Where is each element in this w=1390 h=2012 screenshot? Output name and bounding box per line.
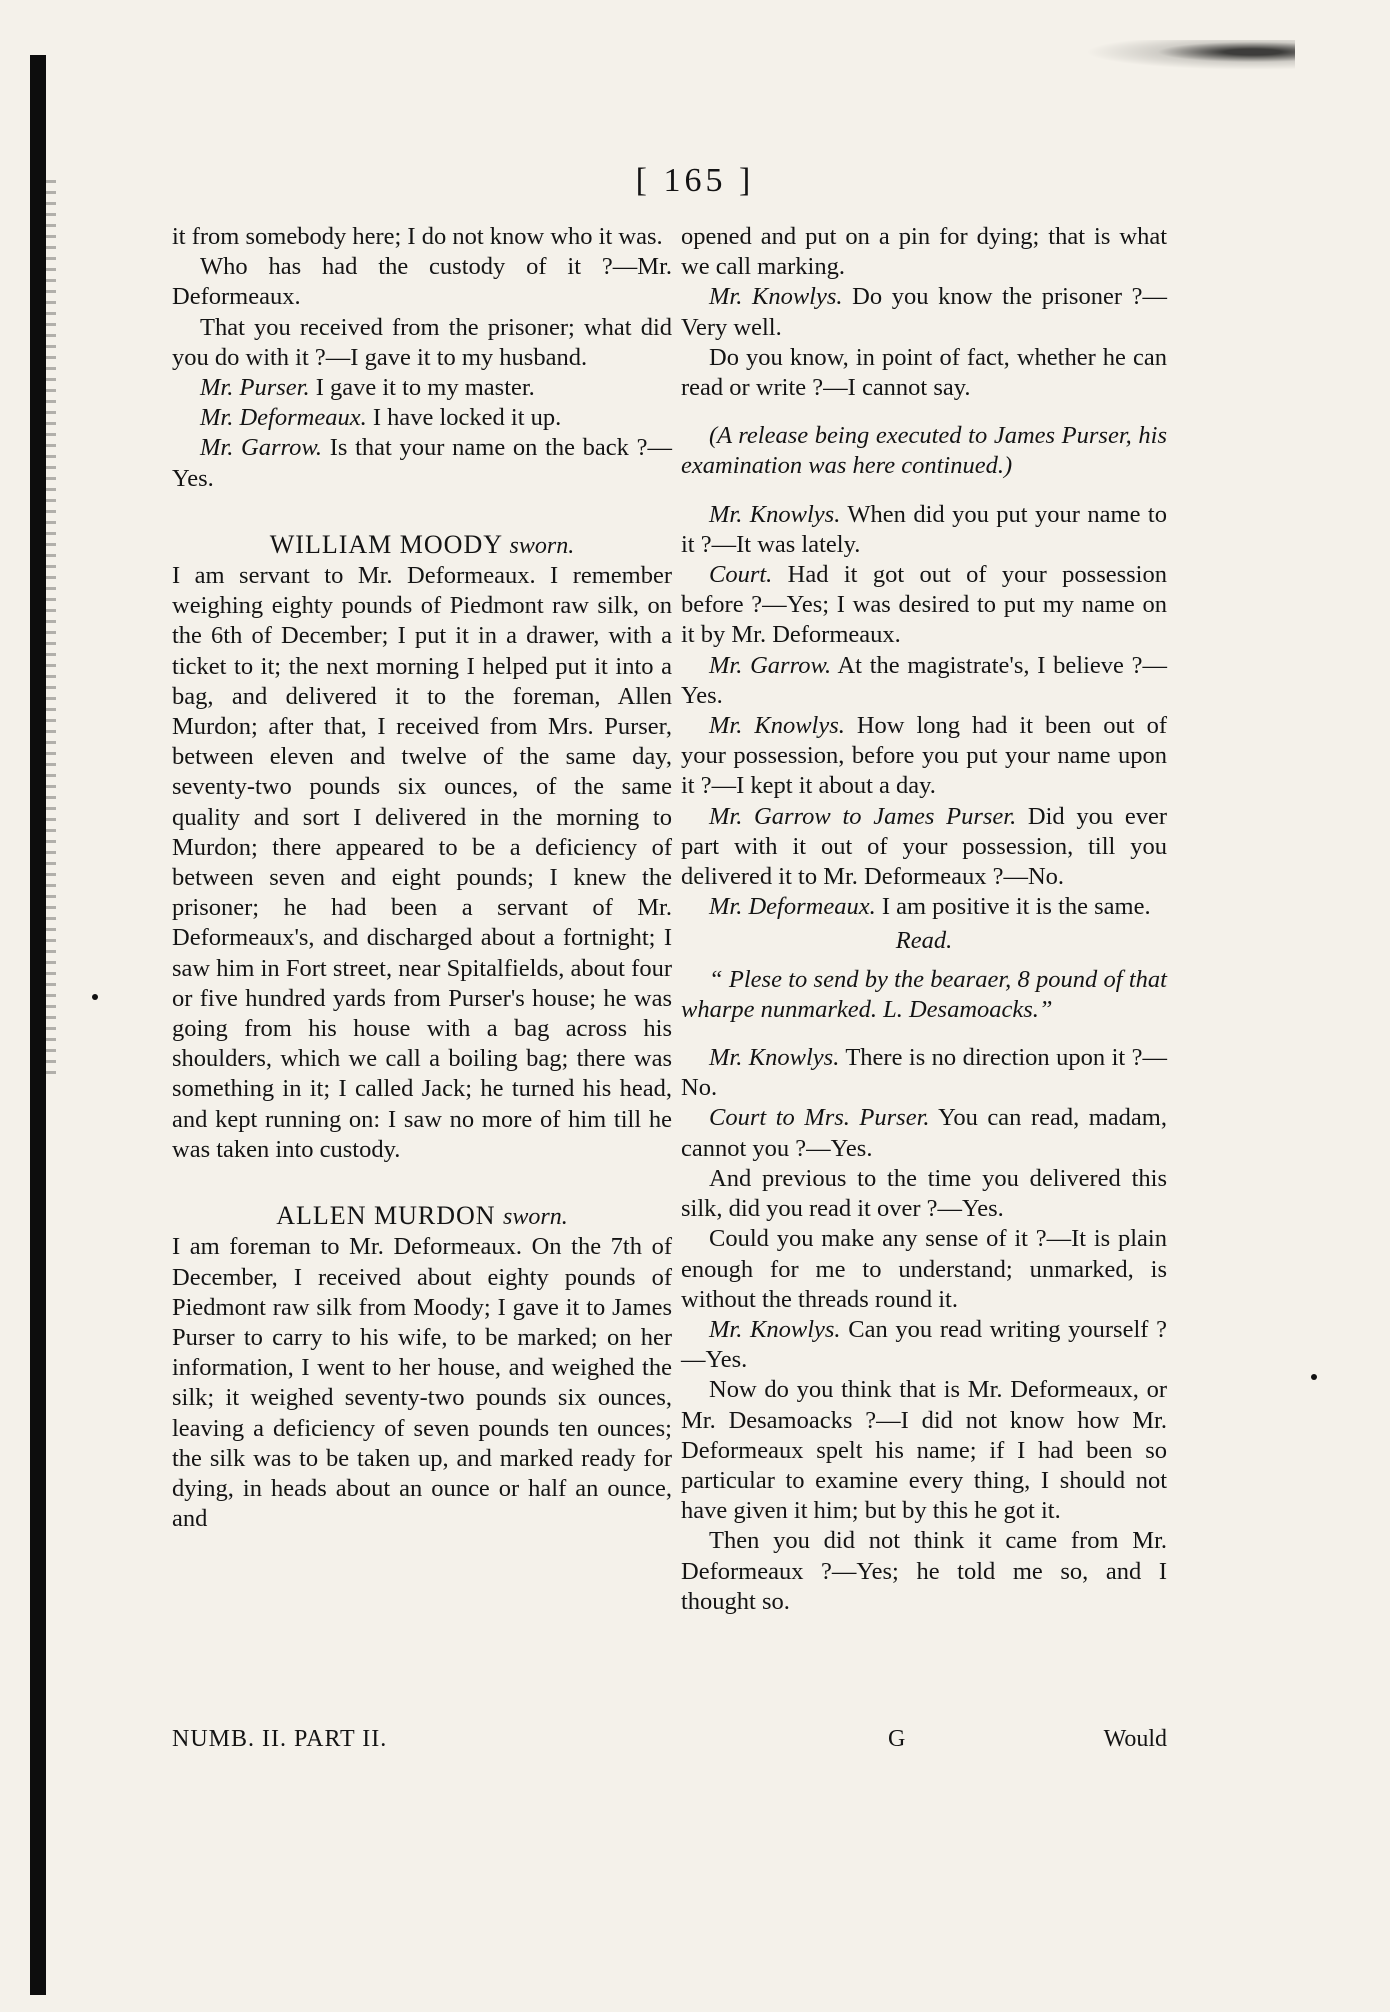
read-label: Read. [895, 927, 953, 955]
testimony-line [172, 403, 672, 433]
page-number: [ 165 ] [635, 162, 755, 199]
testimony-text: Do you know the prisoner ?—Very well. [681, 283, 1167, 341]
paragraph-continued: I am servant to Mr. Deformeaux. I remember weighing eighty pounds of Piedmont raw silk, on the 6th of December; I put it in a drawer, with a ticket to it; the next morning I helped put it into a bag, and delivered it to the foreman, Allen Murdon; after that, I received from Mrs. Purser, between eleven and twelve of the same day, seventy-two pounds six ounces, of the same quality and sort I delivered in the morning to Murdon; there appeared to be a deficiency of between seven and eight pounds; I knew the prisoner; he had been a servant of Mr. Deformeaux's, and discharged about a fortnight; I saw him in Fort street, near Spitalfields, about four or five hundred yards from Purser's house; he was going from his house with a bag across his shoulders, which we call a boiling bag; there was something in it; I called Jack; he turned his head, and kept running on: I saw no more of him till he was taken into custody. [172, 562, 672, 1163]
testimony-line [681, 1315, 1167, 1375]
testimony-line [681, 651, 1167, 711]
testimony-line [681, 282, 1167, 342]
testimony-text: At the magistrate's, I believe ?—Yes. [681, 651, 1167, 709]
paragraph: Then you did not think it came from Mr. Deformeaux ?—Yes; he told me so, and I thought so. [681, 1527, 1167, 1615]
testimony-text: Can you read writing yourself ?—Yes. [681, 1315, 1167, 1374]
witness-heading [172, 530, 672, 561]
testimony-line [681, 500, 1167, 560]
testimony-line [681, 1103, 1167, 1163]
speaker-name: Court. [709, 561, 773, 589]
testimony-line [172, 373, 672, 403]
speaker-name: Mr. Knowlys. [709, 712, 845, 740]
testimony-line [681, 802, 1167, 893]
speaker-name: Mr. Purser. [200, 374, 310, 402]
testimony-text: I gave it to my master. [309, 374, 535, 402]
witness-name: ALLEN MURDON [276, 1201, 496, 1231]
paragraph-continued: opened and put on a pin for dying; that is what we call marking. [681, 223, 1167, 281]
speaker-name: Mr. Deformeaux. [709, 893, 876, 921]
ink-speck [1311, 1374, 1317, 1380]
speaker-name: Mr. Garrow to James Purser. [709, 802, 1017, 830]
paragraph-continued: I am foreman to Mr. Deformeaux. On the 7th of December, I received about eighty pounds of Piedmont raw silk from Moody; I gave it to James Purser to carry to his wife, to be marked; on her information, I went to her house, and weighed the silk; it weighed seventy-two pounds six ounces, leaving a deficiency of seven pounds ten ounces; the silk was to be taken up, and marked ready for dying, in heads about an ounce or half an ounce, and [172, 1233, 672, 1533]
testimony-text: Had it got out of your possession before ?—Yes; I was desired to put my name on it by Mr. Deformeaux. [681, 561, 1167, 649]
testimony-line [172, 433, 672, 493]
speaker-name: Mr. Knowlys. [709, 1044, 840, 1072]
testimony-line [681, 892, 1167, 922]
catchword: Would [1103, 1726, 1167, 1752]
testimony-text: How long had it been out of your possession, before you put your name upon it ?—I kept it about a day. [681, 712, 1167, 800]
ink-speck [92, 994, 98, 1000]
testimony-line [681, 560, 1167, 651]
testimony-text: I have locked it up. [366, 404, 562, 432]
paragraph: That you received from the prisoner; what did you do with it ?—I gave it to my husband. [172, 313, 672, 371]
paragraph: Could you make any sense of it ?—It is plain enough for me to understand; unmarked, is without the threads round it. [681, 1225, 1167, 1313]
speaker-name: Mr. Garrow. [200, 434, 323, 462]
testimony-line [681, 711, 1167, 802]
book-spine-shadow [30, 55, 46, 1995]
speaker-name: Mr. Knowlys. [709, 500, 841, 528]
speaker-name: Mr. Deformeaux. [200, 404, 367, 432]
sworn-label: sworn. [503, 1204, 568, 1231]
paragraph: Who has had the custody of it ?—Mr. Deformeaux. [172, 253, 672, 311]
testimony-text: Did you ever part with it out of your possession, till you delivered it to Mr. Deformeaux ?—No. [681, 802, 1167, 891]
spine-fringe [46, 180, 56, 1080]
speaker-name: Mr. Garrow. [709, 651, 832, 679]
sworn-label: sworn. [509, 532, 575, 559]
gathering-note: NUMB. II. PART II. [172, 1726, 388, 1752]
speaker-name: Mr. Knowlys. [709, 283, 843, 311]
paragraph: And previous to the time you delivered this silk, did you read it over ?—Yes. [681, 1164, 1167, 1223]
paragraph-continued: it from somebody here; I do not know who it was. [172, 223, 663, 250]
right-column [681, 222, 1167, 1617]
testimony-text: Is that your name on the back ?—Yes. [172, 434, 672, 492]
signature-mark: G [888, 1726, 906, 1752]
left-column [172, 222, 672, 1534]
testimony-text: There is no direction upon it ?—No. [681, 1044, 1167, 1102]
witness-heading [172, 1201, 672, 1232]
editorial-note: (A release being executed to James Purser, his examination was here continued.) [681, 422, 1167, 480]
speaker-name: Court to Mrs. Purser. [709, 1104, 930, 1132]
testimony-text: I am positive it is the same. [875, 893, 1151, 921]
paragraph: Now do you think that is Mr. Deformeaux, or Mr. Desamoacks ?—I did not know how Mr. Deformeaux spelt his name; if I had been so particular to examine every thing, I should not have given it him; but by this he got it. [681, 1376, 1167, 1525]
ink-smudge [1085, 40, 1295, 70]
witness-name: WILLIAM MOODY [269, 529, 503, 559]
quoted-letter: “ Plese to send by the bearaer, 8 pound of that wharpe nunmarked. L. Desamoacks.” [681, 965, 1167, 1023]
paragraph: Do you know, in point of fact, whether he can read or write ?—I cannot say. [681, 343, 1167, 402]
speaker-name: Mr. Knowlys. [709, 1315, 841, 1343]
testimony-text: When did you put your name to it ?—It was lately. [681, 500, 1167, 558]
testimony-text: You can read, madam, cannot you ?—Yes. [681, 1104, 1167, 1162]
testimony-line [681, 1043, 1167, 1103]
